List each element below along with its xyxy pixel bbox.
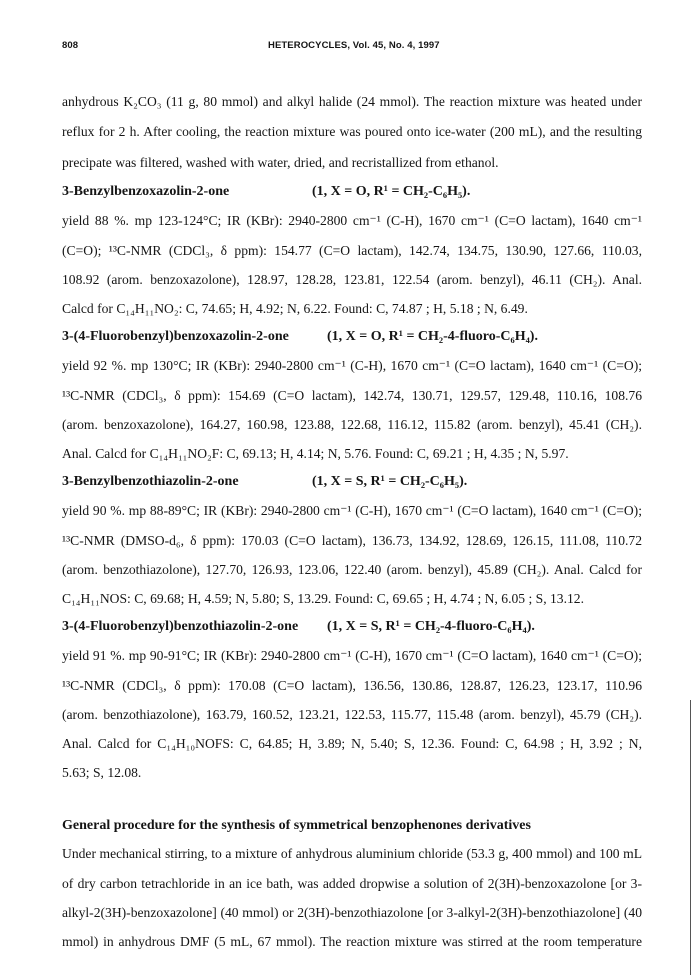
body-line: (arom. benzothiazolone), 127.70, 126.93, 123.06, 122.40 (arom. benzyl), 45.89 (CH₂). Anal. Calcd for — [62, 562, 642, 577]
scan-edge-line — [690, 700, 691, 975]
body-line: anhydrous K₂CO₃ (11 g, 80 mmol) and alkyl halide (24 mmol). The reaction mixture was heated under — [62, 94, 642, 109]
compound-formula: (1, X = O, R¹ = CH₂-C₆H₅). — [312, 184, 471, 199]
body-line: ¹³C-NMR (DMSO-d₆, δ ppm): 170.03 (C=O lactam), 136.73, 134.92, 128.69, 126.15, 111.08, 110.72 — [62, 533, 642, 548]
running-header: HETEROCYCLES, Vol. 45, No. 4, 1997 — [268, 40, 440, 51]
body-line: 5.63; S, 12.08. — [62, 765, 142, 780]
compound-heading — [62, 329, 642, 345]
body-line: mmol) in anhydrous DMF (5 mL, 67 mmol). The reaction mixture was stirred at the room temperature — [62, 934, 642, 949]
compound-heading — [62, 619, 642, 635]
compound-heading — [62, 474, 642, 490]
body-line: (arom. benzothiazolone), 163.79, 160.52, 123.21, 122.53, 115.77, 115.48 (arom. benzyl), 45.79 (CH₂). — [62, 707, 642, 722]
compound-name: 3-(4-Fluorobenzyl)benzothiazolin-2-one — [62, 619, 299, 634]
body-line: Anal. Calcd for C₁₄H₁₁NO₂F: C, 69.13; H, 4.14; N, 5.76. Found: C, 69.21 ; H, 4.35 ; N, 5.97. — [62, 446, 569, 461]
body-line: 108.92 (arom. benzoxazolone), 128.97, 128.28, 123.81, 122.54 (arom. benzyl), 46.11 (CH₂). Anal. — [62, 272, 642, 287]
body-line: alkyl-2(3H)-benzoxazolone] (40 mmol) or 2(3H)-benzothiazolone [or 3-alkyl-2(3H)-benzothiazolone] (40 — [62, 905, 642, 920]
body-line: yield 91 %. mp 90-91°C; IR (KBr): 2940-2800 cm⁻¹ (C-H), 1670 cm⁻¹ (C=O lactam), 1640 cm⁻¹ (C=O); — [62, 648, 642, 663]
section-heading: General procedure for the synthesis of symmetrical benzophenones derivatives — [62, 818, 531, 833]
body-line: precipate was filtered, washed with water, dried, and recristallized from ethanol. — [62, 155, 499, 170]
body-line: ¹³C-NMR (CDCl₃, δ ppm): 170.08 (C=O lactam), 136.56, 130.86, 128.87, 126.23, 123.17, 110.96 — [62, 678, 642, 693]
compound-formula: (1, X = S, R¹ = CH₂-4-fluoro-C₆H₄). — [327, 619, 535, 634]
body-line: C₁₄H₁₁NOS: C, 69.68; H, 4.59; N, 5.80; S, 13.29. Found: C, 69.65 ; H, 4.74 ; N, 6.05 ; S, 13.12. — [62, 591, 584, 606]
compound-formula: (1, X = O, R¹ = CH₂-4-fluoro-C₆H₄). — [327, 329, 538, 344]
body-line: yield 88 %. mp 123-124°C; IR (KBr): 2940-2800 cm⁻¹ (C-H), 1670 cm⁻¹ (C=O lactam), 1640 cm⁻¹ — [62, 213, 642, 228]
compound-name: 3-Benzylbenzothiazolin-2-one — [62, 474, 239, 489]
body-line: (arom. benzoxazolone), 164.27, 160.98, 123.88, 122.68, 116.12, 115.82 (arom. benzyl), 45.41 (CH₂). — [62, 417, 642, 432]
body-line: yield 90 %. mp 88-89°C; IR (KBr): 2940-2800 cm⁻¹ (C-H), 1670 cm⁻¹ (C=O lactam), 1640 cm⁻¹ (C=O); — [62, 503, 642, 518]
compound-name: 3-(4-Fluorobenzyl)benzoxazolin-2-one — [62, 329, 289, 344]
body-line: (C=O); ¹³C-NMR (CDCl₃, δ ppm): 154.77 (C=O lactam), 142.74, 134.75, 130.90, 127.66, 110.03, — [62, 243, 642, 258]
body-line: Calcd for C₁₄H₁₁NO₂: C, 74.65; H, 4.92; N, 6.22. Found: C, 74.87 ; H, 5.18 ; N, 6.49. — [62, 301, 528, 316]
body-line: ¹³C-NMR (CDCl₃, δ ppm): 154.69 (C=O lactam), 142.74, 130.71, 129.57, 129.48, 110.16, 108.76 — [62, 388, 642, 403]
body-line: reflux for 2 h. After cooling, the reaction mixture was poured onto ice-water (200 mL), and the resulting — [62, 124, 642, 139]
page-number: 808 — [62, 40, 79, 51]
body-line: of dry carbon tetrachloride in an ice bath, was added dropwise a solution of 2(3H)-benzoxazolone [or 3- — [62, 876, 642, 891]
body-line: Anal. Calcd for C₁₄H₁₀NOFS: C, 64.85; H, 3.89; N, 5.40; S, 12.36. Found: C, 64.98 ; H, 3.92 ; N, — [62, 736, 642, 751]
body-line: yield 92 %. mp 130°C; IR (KBr): 2940-2800 cm⁻¹ (C-H), 1670 cm⁻¹ (C=O lactam), 1640 cm⁻¹ (C=O); — [62, 358, 642, 373]
body-line: Under mechanical stirring, to a mixture of anhydrous aluminium chloride (53.3 g, 400 mmol) and 100 mL — [62, 846, 642, 861]
compound-heading — [62, 184, 642, 200]
compound-formula: (1, X = S, R¹ = CH₂-C₆H₅). — [312, 474, 468, 489]
compound-name: 3-Benzylbenzoxazolin-2-one — [62, 184, 230, 199]
